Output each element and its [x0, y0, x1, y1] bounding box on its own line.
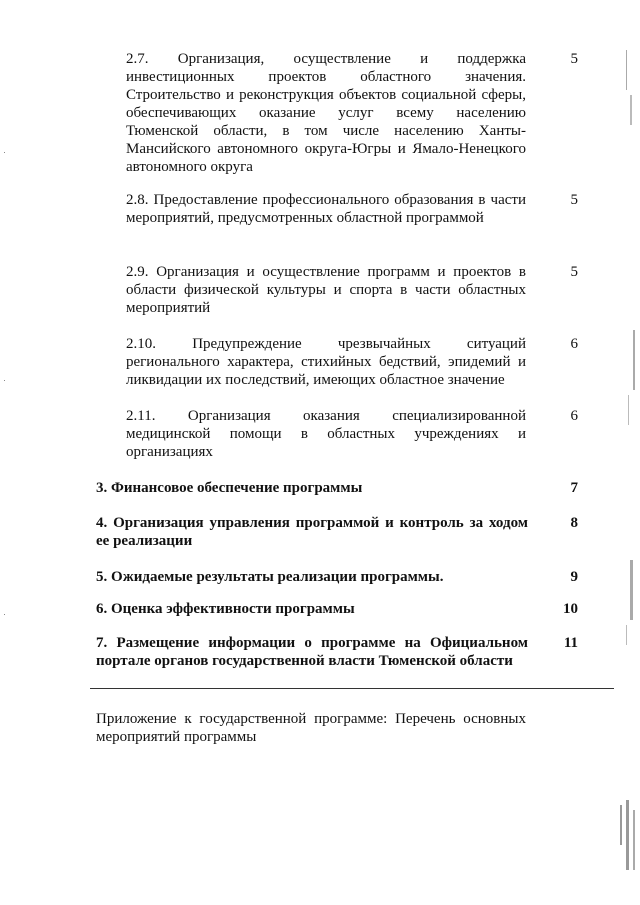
toc-page-section-5: 9: [570, 569, 578, 585]
toc-entry-2-7: 2.7. Организация, осуществление и поддержка инвестиционных проектов областного значения. Строительство и реконструкция объектов социальной сферы, обеспечивающих оказание услуг всему населению Тюменской области, в том числе населению Ханты-Мансийского автономного округа-Югры и Ямало-Ненецкого автономного округа: [126, 51, 526, 175]
toc-page-2-10: 6: [570, 336, 578, 352]
toc-page-2-11: 6: [570, 408, 578, 424]
toc-page-section-7: 11: [563, 635, 578, 651]
toc-section-7: 7. Размещение информации о программе на Официальном портале органов государственной власти Тюменской области: [96, 635, 528, 669]
toc-entry-2-11: 2.11. Организация оказания специализированной медицинской помощи в областных учреждениях и организациях: [126, 408, 526, 460]
appendix-note: Приложение к государственной программе: Перечень основных мероприятий программы: [96, 711, 526, 745]
separator-line: [90, 688, 614, 689]
toc-section-3: 3. Финансовое обеспечение программы: [96, 480, 363, 496]
toc-section-5: 5. Ожидаемые результаты реализации программы.: [96, 569, 444, 585]
toc-section-4: 4. Организация управления программой и контроль за ходом ее реализации: [96, 515, 528, 549]
toc-entry-2-10: 2.10. Предупреждение чрезвычайных ситуаций регионального характера, стихийных бедствий, эпидемий и ликвидации их последствий, имеющих областное значение: [126, 336, 526, 388]
toc-page-2-9: 5: [570, 264, 578, 280]
toc-page-section-6: 10: [563, 601, 578, 617]
toc-page-section-3: 7: [570, 480, 578, 496]
toc-entry-2-9: 2.9. Организация и осуществление программ и проектов в области физической культуры и спорта в части областных мероприятий: [126, 264, 526, 316]
toc-page-section-4: 8: [570, 515, 578, 531]
toc-page-2-7: 5: [570, 51, 578, 67]
toc-section-6: 6. Оценка эффективности программы: [96, 601, 355, 617]
toc-entry-2-8: 2.8. Предоставление профессионального образования в части мероприятий, предусмотренных областной программой: [126, 192, 526, 226]
toc-page-2-8: 5: [570, 192, 578, 208]
